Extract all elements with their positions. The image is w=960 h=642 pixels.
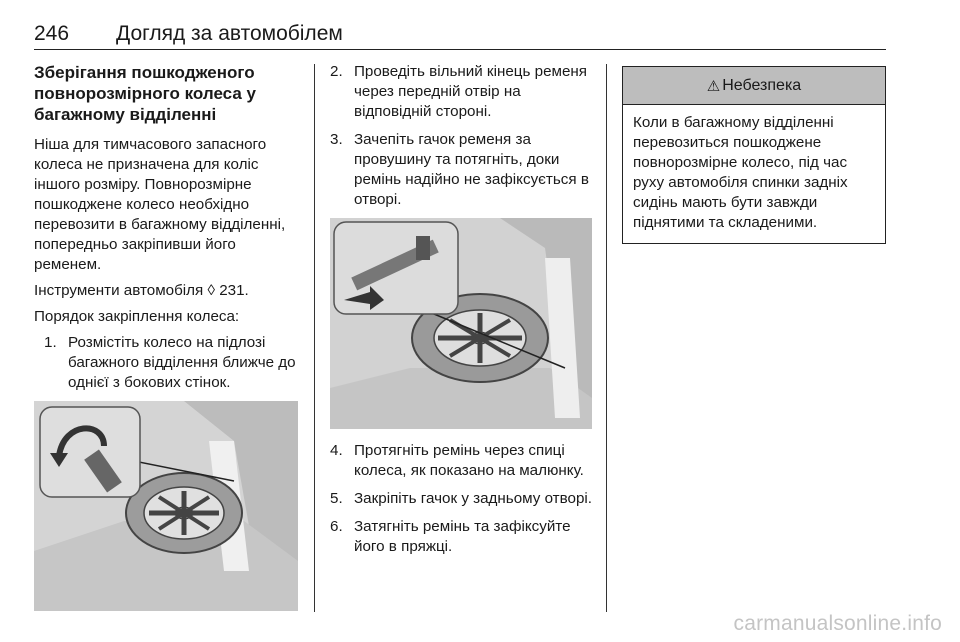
step-number: 2. <box>330 63 343 80</box>
list-item <box>330 130 594 210</box>
column-divider <box>606 64 607 612</box>
procedure-label: Порядок закріплення колеса: <box>34 308 240 325</box>
tools-reference <box>34 281 302 301</box>
danger-title: Небезпека <box>722 76 802 94</box>
step-text: Розмістіть колесо на підлозі багажного відділення ближче до однієї з бокових стінок. <box>68 334 296 391</box>
danger-header <box>623 67 885 105</box>
list-item <box>330 517 594 557</box>
page-header <box>34 22 886 50</box>
tools-ref-page[interactable]: 231. <box>215 282 249 299</box>
step-text: Проведіть вільний кінець ременя через передній отвір на відповідній стороні. <box>354 63 588 120</box>
strap-hook-illustration <box>330 218 592 429</box>
step-text: Протягніть ремінь через спиці колеса, як показано на малюнку. <box>354 442 584 479</box>
page-ref-icon: ◊ <box>207 282 215 299</box>
danger-box <box>622 66 886 244</box>
step-text: Зачепіть гачок ременя за провушину та потягніть, доки ремінь надійно не зафіксується в отворі. <box>354 131 589 208</box>
list-item <box>330 441 594 481</box>
step-number: 3. <box>330 131 343 148</box>
warning-triangle-icon: ⚠ <box>706 77 721 95</box>
step-number: 5. <box>330 490 343 507</box>
intro-paragraph: Ніша для тимчасового запасного колеса не призначена для коліс іншого розміру. Повнорозмірне пошкоджене колесо необхідно перевозити в багажному відділенні, попередньо закріпивши його ременем. <box>34 136 286 273</box>
column-middle <box>330 62 594 565</box>
tools-ref-text: Інструменти автомобіля <box>34 282 208 299</box>
list-item <box>34 333 302 393</box>
list-item <box>330 62 594 122</box>
step-text: Затягніть ремінь та зафіксуйте його в пряжці. <box>354 518 571 555</box>
list-item <box>330 489 594 509</box>
page-number: 246 <box>34 22 70 45</box>
column-right <box>622 66 886 244</box>
step-number: 6. <box>330 518 343 535</box>
figure-wheel-placement <box>34 401 298 611</box>
wheel-placement-illustration <box>34 401 298 611</box>
running-title: Догляд за автомобілем <box>116 22 343 45</box>
section-heading: Зберігання пошкодженого повнорозмірного колеса у багажному відділенні <box>34 63 256 124</box>
step-text: Закріпіть гачок у задньому отворі. <box>354 490 593 507</box>
figure-strap-hook <box>330 218 592 429</box>
column-left <box>34 62 302 611</box>
danger-text: Коли в багажному відділенні перевозиться пошкоджене повнорозмірне колесо, під час руху автомобіля спинки задніх сидінь мають бути завжди піднятими та складеними. <box>633 114 848 231</box>
step-number: 4. <box>330 442 343 459</box>
step-number: 1. <box>44 334 57 351</box>
watermark: carmanualsonline.info <box>733 612 942 635</box>
column-divider <box>314 64 315 612</box>
